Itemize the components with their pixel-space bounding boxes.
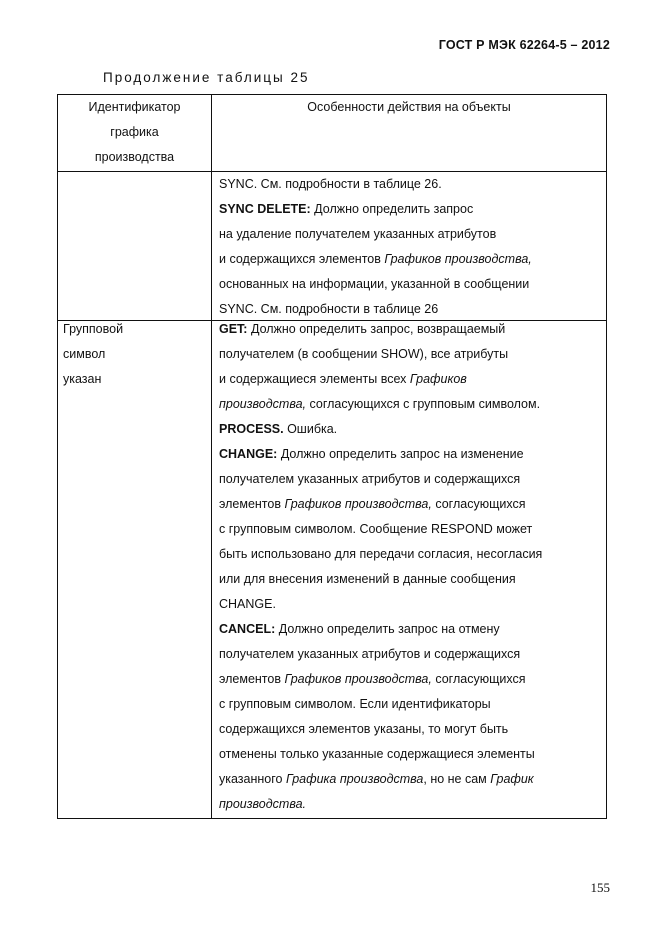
text-line	[219, 342, 602, 367]
text-line	[219, 767, 602, 792]
italic-term: Графика производства	[285, 772, 424, 786]
text-line	[219, 742, 602, 767]
text-line	[219, 417, 602, 442]
text-line	[219, 717, 602, 742]
text-line	[219, 392, 602, 417]
italic-term: производства,	[219, 397, 306, 411]
text-span: элементов	[219, 497, 285, 511]
col1-header-line: графика	[110, 125, 159, 139]
page-number: 155	[590, 880, 610, 895]
italic-term: Графиков	[409, 372, 467, 386]
italic-term: График	[490, 772, 534, 786]
text-line	[219, 247, 602, 272]
text-span: или для внесения изменений в данные сообщения	[219, 572, 516, 586]
italic-term: производства.	[219, 797, 306, 811]
text-line	[219, 492, 602, 517]
table-25	[57, 94, 607, 819]
text-line	[219, 197, 602, 222]
text-span: с групповым символом. Сообщение RESPOND может	[219, 522, 533, 536]
text-span: Ошибка.	[283, 422, 338, 436]
text-line	[219, 592, 602, 617]
text-span: указанного	[219, 772, 286, 786]
italic-term: Графиков производства,	[384, 252, 532, 266]
text-span: получателем указанных атрибутов и содержащихся	[219, 472, 521, 486]
text-span: получателем (в сообщении SHOW), все атрибуты	[219, 347, 509, 361]
col1-header-line: Идентификатор	[88, 100, 181, 114]
identifier-line: указан	[63, 372, 102, 386]
text-span: согласующихся	[431, 672, 526, 686]
text-line	[219, 467, 602, 492]
text-span: быть использовано для передачи согласия, несогласия	[219, 547, 543, 561]
text-line	[219, 692, 602, 717]
text-line	[219, 667, 602, 692]
bold-term: SYNC DELETE:	[219, 202, 311, 216]
text-span: на удаление получателем указанных атрибутов	[219, 227, 497, 241]
column-divider	[211, 95, 212, 818]
text-span: с групповым символом. Если идентификаторы	[219, 697, 491, 711]
col2-header: Особенности действия на объекты	[307, 100, 511, 114]
text-span: , но не сам	[423, 772, 491, 786]
text-span: Должно определить запрос	[310, 202, 474, 216]
text-line	[219, 272, 602, 297]
text-line	[219, 617, 602, 642]
table-continuation-caption: Продолжение таблицы 25	[103, 70, 310, 85]
row2-actions-cell	[219, 317, 602, 817]
text-span: согласующихся с групповым символом.	[306, 397, 541, 411]
text-span: отменены только указанные содержащиеся элементы	[219, 747, 535, 761]
text-line	[219, 442, 602, 467]
text-span: Должно определить запрос на изменение	[277, 447, 524, 461]
bold-term: PROCESS.	[219, 422, 284, 436]
bold-term: CHANGE:	[219, 447, 278, 461]
text-span: Должно определить запрос на отмену	[275, 622, 500, 636]
bold-term: GET:	[219, 322, 248, 336]
identifier-line: Групповой	[63, 322, 124, 336]
text-span: Должно определить запрос, возвращаемый	[247, 322, 506, 336]
text-span: и содержащихся элементов	[219, 252, 385, 266]
text-span: получателем указанных атрибутов и содержащихся	[219, 647, 521, 661]
text-span: SYNC. См. подробности в таблице 26.	[219, 177, 442, 191]
text-span: основанных на информации, указанной в сообщении	[219, 277, 530, 291]
text-line	[219, 517, 602, 542]
bold-term: CANCEL:	[219, 622, 276, 636]
text-span: и содержащиеся элементы всех	[219, 372, 410, 386]
text-span: согласующихся	[431, 497, 526, 511]
row1-actions-cell	[219, 172, 602, 322]
text-line	[219, 222, 602, 247]
identifier-line: символ	[63, 347, 106, 361]
text-line	[219, 172, 602, 197]
text-line	[219, 567, 602, 592]
text-span: CHANGE.	[219, 597, 276, 611]
row2-identifier-cell	[63, 317, 208, 392]
text-line	[219, 367, 602, 392]
italic-term: Графиков производства,	[284, 497, 432, 511]
text-line	[219, 317, 602, 342]
col1-header-line: производства	[94, 150, 175, 164]
text-line	[219, 542, 602, 567]
text-line	[219, 792, 602, 817]
text-line	[219, 642, 602, 667]
col1-header	[58, 95, 211, 170]
text-span: содержащихся элементов указаны, то могут быть	[219, 722, 509, 736]
text-span: SYNC. См. подробности в таблице 26	[219, 302, 439, 316]
standard-header: ГОСТ Р МЭК 62264-5 – 2012	[438, 38, 610, 52]
italic-term: Графиков производства,	[284, 672, 432, 686]
text-span: элементов	[219, 672, 285, 686]
